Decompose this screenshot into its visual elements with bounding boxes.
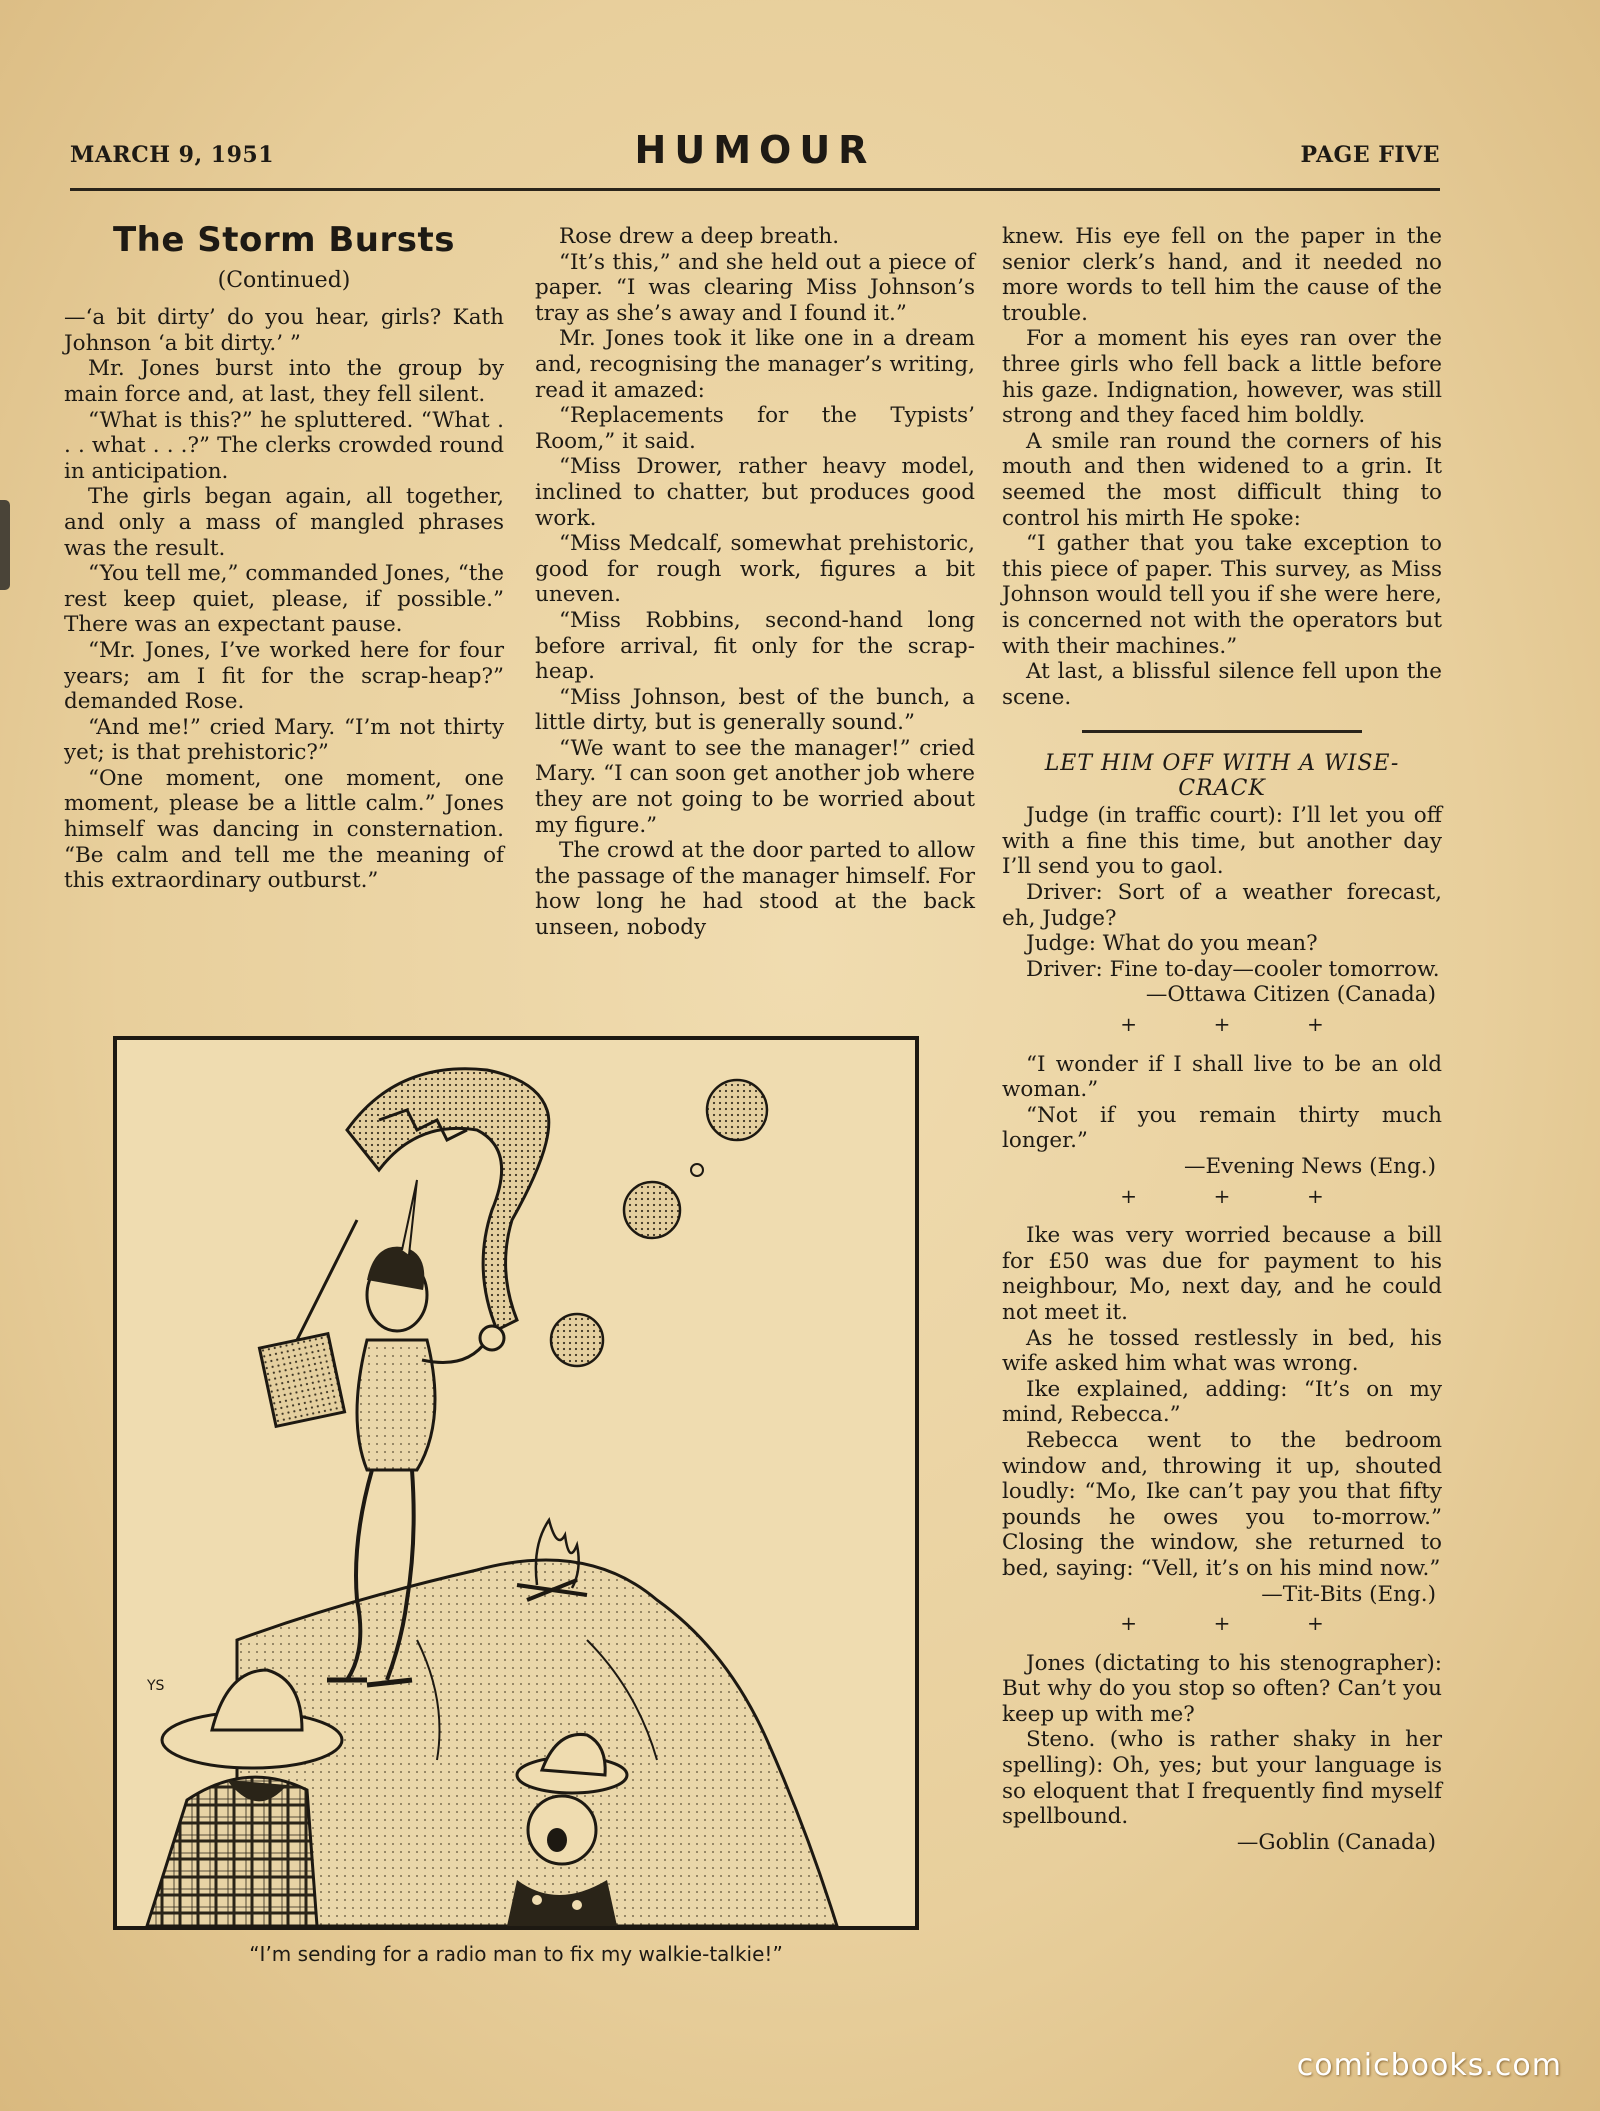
story-paragraph: “Miss Medcalf, somewhat prehistoric, good for rough work, figures a bit uneven. xyxy=(535,531,975,608)
jokes-section-title: LET HIM OFF WITH A WISE-CRACK xyxy=(1044,751,1400,802)
section-title: HUMOUR xyxy=(634,128,876,172)
story-paragraph: A smile ran round the corners of his mouth and then widened to a grin. It seemed the most difficult thing to control his mirth He spoke: xyxy=(1002,428,1442,531)
story-paragraph: The crowd at the door parted to allow the passage of the manager himself. For how long he had stood at the back unseen, nobody xyxy=(535,838,975,941)
story-paragraph: At last, a blissful silence fell upon the scene. xyxy=(1002,659,1442,710)
cartoon-caption: “I’m sending for a radio man to fix my walkie-talkie!” xyxy=(249,1942,783,1966)
section-divider xyxy=(1082,730,1362,733)
separator-mark: + xyxy=(1120,1012,1138,1037)
story-paragraph: knew. His eye fell on the paper in the senior clerk’s hand, and it needed no more words to tell him the cause of the trouble. xyxy=(1002,224,1442,326)
separator-mark: + xyxy=(1306,1183,1324,1208)
joke-line: Rebecca went to the bedroom window and, throwing it up, shouted loudly: “Mo, Ike can’t pay you that fifty pounds he owes you to-morrow.” Closing the window, she returned to bed, saying: “Vell, it’s on his mind now.” xyxy=(1002,1427,1442,1581)
separator-mark: + xyxy=(1213,1611,1231,1636)
story-column-2 xyxy=(535,224,975,941)
joke-line: As he tossed restlessly in bed, his wife asked him what was wrong. xyxy=(1002,1325,1442,1377)
cartoon-illustration xyxy=(117,1040,915,1926)
staple-mark xyxy=(0,500,10,590)
page-number: PAGE FIVE xyxy=(1300,142,1440,168)
story-paragraph: Rose drew a deep breath. xyxy=(559,224,840,249)
separator-mark: + xyxy=(1306,1012,1324,1037)
story-paragraph: “It’s this,” and she held out a piece of paper. “I was clearing Miss Johnson’s tray as she’s away and I found it.” xyxy=(535,249,975,326)
separator-mark: + xyxy=(1306,1611,1324,1636)
story-paragraph: “Miss Drower, rather heavy model, inclined to chatter, but produces good work. xyxy=(535,454,975,531)
page-header xyxy=(70,128,1440,191)
joke-separator xyxy=(1002,1607,1442,1651)
cartoon-panel xyxy=(113,1036,919,1930)
joke-line: “Not if you remain thirty much longer.” xyxy=(1002,1102,1442,1154)
story-paragraph: The girls began again, all together, and only a mass of mangled phrases was the result. xyxy=(64,484,504,561)
story-continued-label: (Continued) xyxy=(217,267,351,293)
joke-line: Driver: Fine to-day—cooler tomorrow. xyxy=(1026,956,1440,982)
story-paragraph: “Replacements for the Typists’ Room,” it said. xyxy=(535,403,975,454)
story-paragraph: “We want to see the manager!” cried Mary. “I can soon get another job where they are not going to be worried about my figure.” xyxy=(535,735,975,838)
joke-line: “I wonder if I shall live to be an old woman.” xyxy=(1002,1051,1442,1103)
joke-line: Judge: What do you mean? xyxy=(1026,931,1318,957)
separator-mark: + xyxy=(1120,1183,1138,1208)
joke-line: Steno. (who is rather shaky in her spelling): Oh, yes; but your language is so eloquent that I frequently find myself spellbound. xyxy=(1002,1727,1442,1830)
joke-line: Ike explained, adding: “It’s on my mind, Rebecca.” xyxy=(1002,1376,1442,1428)
joke-separator xyxy=(1002,1180,1442,1224)
story-title: The Storm Bursts xyxy=(112,220,456,260)
artist-signature: YS xyxy=(147,1678,165,1694)
story-paragraph: “What is this?” he spluttered. “What . . . what . . .?” The clerks crowded round in anticipation. xyxy=(64,407,504,484)
separator-mark: + xyxy=(1213,1183,1231,1208)
joke-line: Judge (in traffic court): I’ll let you off with a fine this time, but another day I’ll send you to gaol. xyxy=(1002,803,1442,880)
joke-source: —Goblin (Canada) xyxy=(1236,1829,1436,1855)
joke-source: —Tit-Bits (Eng.) xyxy=(1261,1581,1436,1607)
joke-separator xyxy=(1002,1008,1442,1052)
joke-line: Driver: Sort of a weather forecast, eh, Judge? xyxy=(1002,880,1442,931)
story-paragraph: —‘a bit dirty’ do you hear, girls? Kath Johnson ‘a bit dirty.’ ” xyxy=(64,305,504,356)
story-paragraph: “And me!” cried Mary. “I’m not thirty yet; is that prehistoric?” xyxy=(64,714,504,766)
joke-line: Jones (dictating to his stenographer): But why do you stop so often? Can’t you keep up with me? xyxy=(1002,1650,1442,1727)
story-paragraph: “One moment, one moment, one moment, please be a little calm.” Jones himself was dancing in consternation. “Be calm and tell me the meaning of this extraordinary outburst.” xyxy=(64,765,504,894)
story-paragraph: “Miss Johnson, best of the bunch, a little dirty, but is generally sound.” xyxy=(535,684,975,736)
story-column-1 xyxy=(64,220,504,894)
issue-date: MARCH 9, 1951 xyxy=(70,142,275,168)
story-paragraph: For a moment his eyes ran over the three girls who fell back a little before his gaze. Indignation, however, was still strong and they faced him boldly. xyxy=(1002,326,1442,429)
watermark: comicbooks.com xyxy=(1296,2048,1562,2083)
story-column-3 xyxy=(1002,224,1442,1855)
story-paragraph: Mr. Jones burst into the group by main force and, at last, they fell silent. xyxy=(64,356,504,407)
story-paragraph: Mr. Jones took it like one in a dream and, recognising the manager’s writing, read it amazed: xyxy=(535,326,975,403)
separator-mark: + xyxy=(1120,1611,1138,1636)
story-paragraph: “I gather that you take exception to this piece of paper. This survey, as Miss Johnson would tell you if she were here, is concerned not with the operators but with their machines.” xyxy=(1002,531,1442,659)
story-paragraph: “Miss Robbins, second-hand long before arrival, fit only for the scrap-heap. xyxy=(535,607,975,685)
joke-line: Ike was very worried because a bill for £50 was due for payment to his neighbour, Mo, next day, and he could not meet it. xyxy=(1002,1223,1442,1325)
joke-source: —Evening News (Eng.) xyxy=(1184,1154,1436,1179)
separator-mark: + xyxy=(1213,1012,1231,1037)
story-paragraph: “Mr. Jones, I’ve worked here for four years; am I fit for the scrap-heap?” demanded Rose. xyxy=(64,637,504,715)
smoke-signals xyxy=(551,1080,767,1366)
joke-source: —Ottawa Citizen (Canada) xyxy=(1145,982,1436,1008)
story-paragraph: “You tell me,” commanded Jones, “the rest keep quiet, please, if possible.” There was an expectant pause. xyxy=(64,561,504,638)
